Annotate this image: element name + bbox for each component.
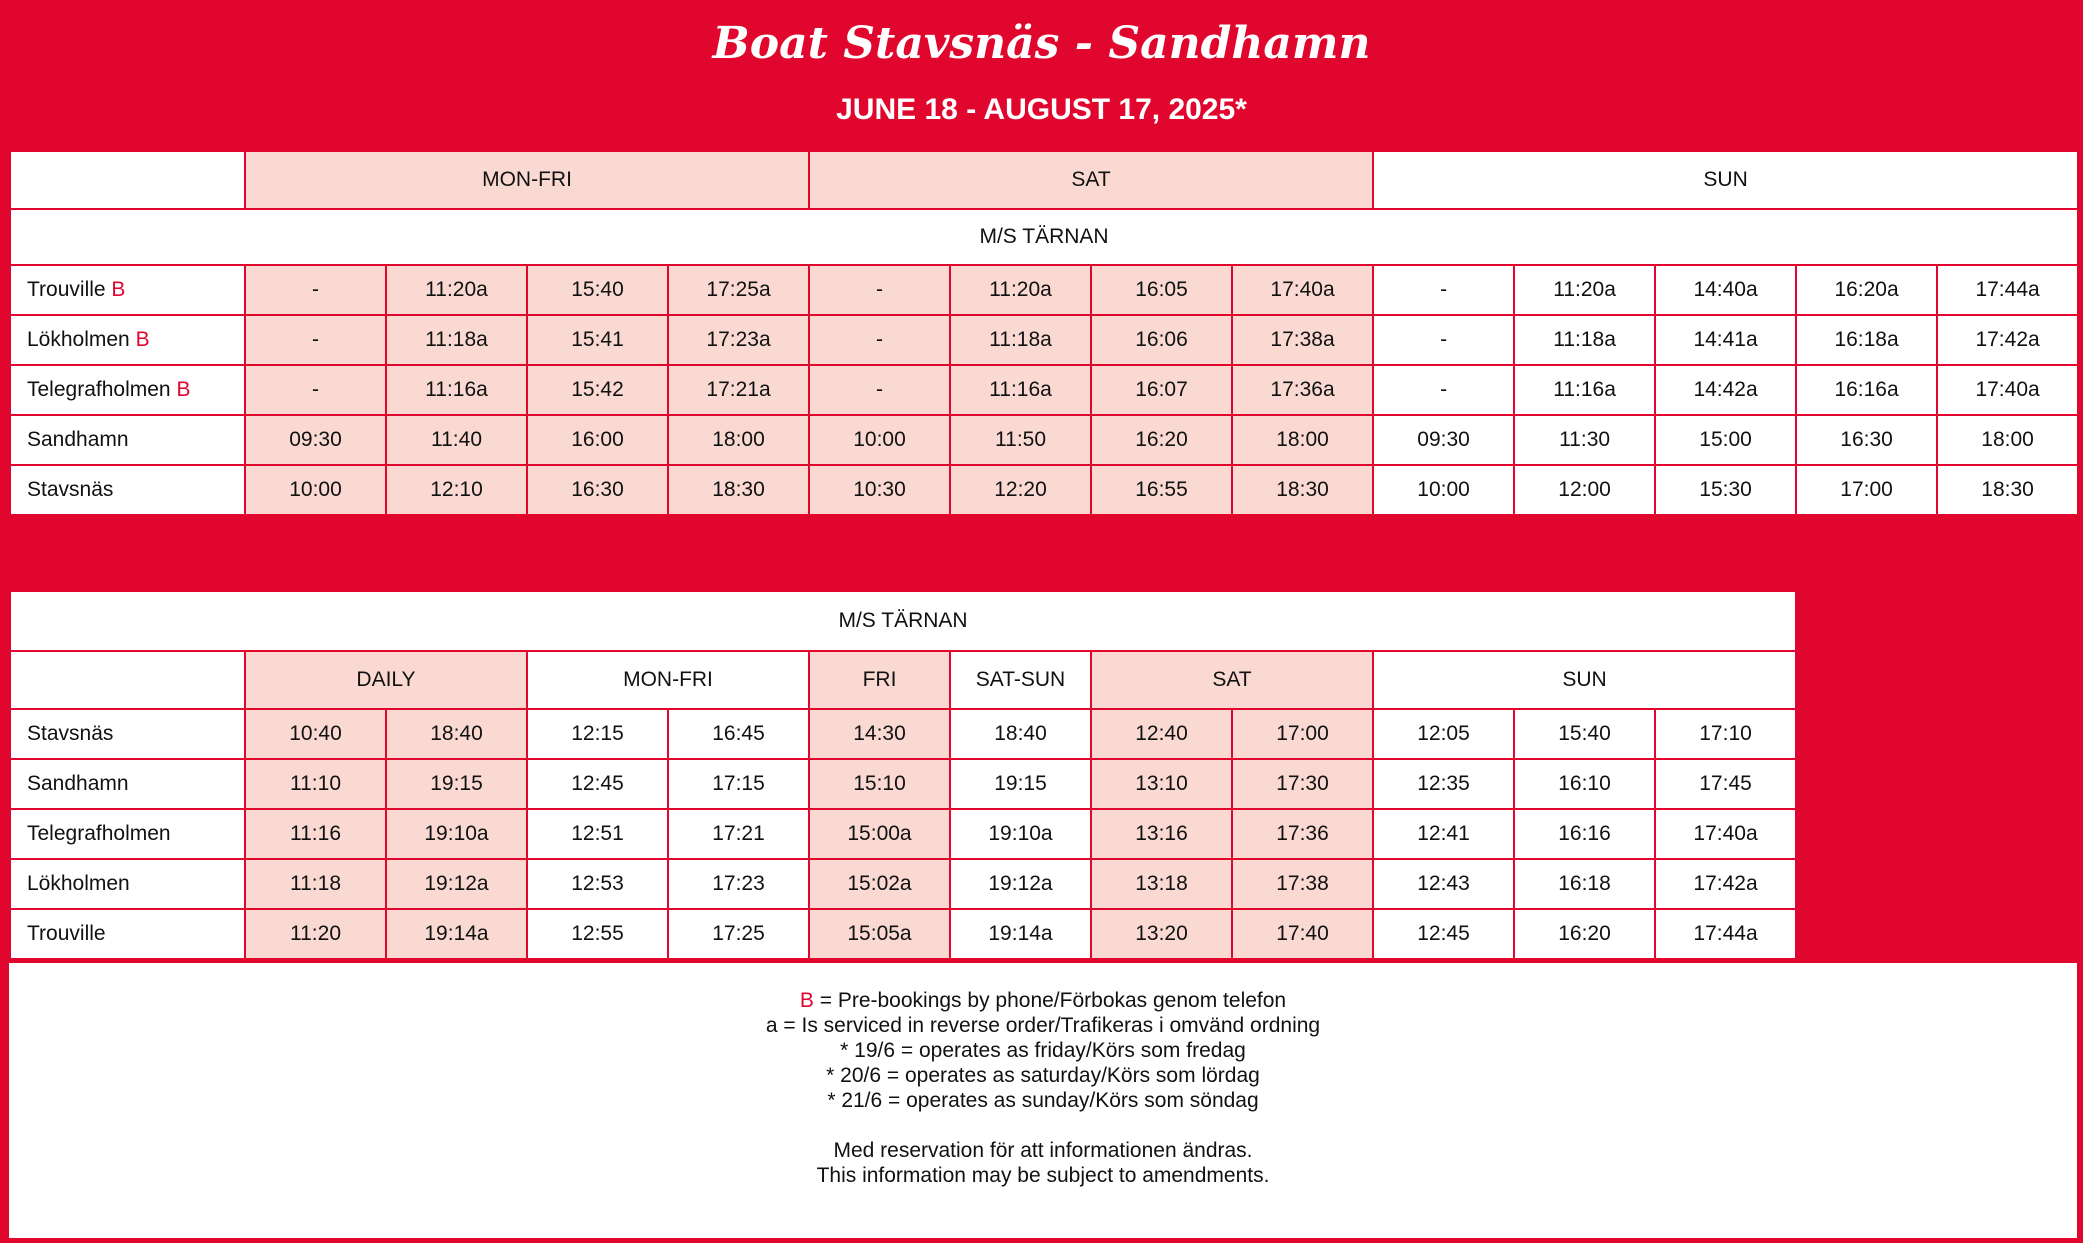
stop-name: Sandhamn [10, 415, 245, 465]
time-cell: 17:00 [1796, 465, 1937, 515]
vessel-row [10, 209, 2078, 265]
stop-row-trouville [10, 909, 1796, 959]
stop-name: Trouville B [10, 265, 245, 315]
time-cell: 16:18a [1796, 315, 1937, 365]
time-cell: 11:16a [950, 365, 1091, 415]
time-cell: 15:41 [527, 315, 668, 365]
stop-name: Telegrafholmen [10, 809, 245, 859]
time-cell: 19:10a [950, 809, 1091, 859]
time-cell: 11:18a [1514, 315, 1655, 365]
time-cell: 11:50 [950, 415, 1091, 465]
note-b: B = Pre-bookings by phone/Förbokas genom telefon [799, 989, 1287, 1012]
time-cell: 17:25 [668, 909, 809, 959]
time-cell: 15:10 [809, 759, 950, 809]
stop-row-sandhamn [10, 415, 2078, 465]
time-cell: 09:30 [1373, 415, 1514, 465]
time-cell: 12:10 [386, 465, 527, 515]
time-cell: 15:40 [527, 265, 668, 315]
stop-row-sandhamn [10, 759, 1796, 809]
day-group-sun: SUN [1373, 651, 1796, 709]
time-cell: 17:44a [1937, 265, 2078, 315]
time-cell: 19:12a [386, 859, 527, 909]
stop-name: Telegrafholmen B [10, 365, 245, 415]
disclaimer-sv: Med reservation för att informationen ändras. [833, 1139, 1253, 1162]
stop-name: Stavsnäs [10, 465, 245, 515]
time-cell: 18:40 [950, 709, 1091, 759]
time-cell: - [1373, 315, 1514, 365]
time-cell: 17:21 [668, 809, 809, 859]
time-cell: 19:12a [950, 859, 1091, 909]
time-cell: 15:05a [809, 909, 950, 959]
corner-cell [10, 651, 245, 709]
note-19-6: * 19/6 = operates as friday/Körs som fredag [840, 1039, 1246, 1062]
day-group-daily: DAILY [245, 651, 527, 709]
timetable-to-stavsnas [9, 150, 2079, 516]
time-cell: 15:00a [809, 809, 950, 859]
note-20-6: * 20/6 = operates as saturday/Körs som lördag [826, 1064, 1260, 1087]
stop-name: Lökholmen [10, 859, 245, 909]
time-cell: 13:10 [1091, 759, 1232, 809]
booking-mark: B [135, 328, 150, 351]
time-cell: 11:16a [386, 365, 527, 415]
time-cell: 11:40 [386, 415, 527, 465]
time-cell: - [245, 315, 386, 365]
day-group-fri: FRI [809, 651, 950, 709]
time-cell: 19:14a [386, 909, 527, 959]
stop-name: Trouville [10, 909, 245, 959]
time-cell: 16:55 [1091, 465, 1232, 515]
time-cell: 18:30 [1937, 465, 2078, 515]
stop-name: Stavsnäs [10, 709, 245, 759]
time-cell: 17:42a [1937, 315, 2078, 365]
time-cell: 18:30 [668, 465, 809, 515]
time-cell: 16:07 [1091, 365, 1232, 415]
time-cell: 17:40a [1937, 365, 2078, 415]
time-cell: 16:16a [1796, 365, 1937, 415]
time-cell: 17:23a [668, 315, 809, 365]
time-cell: 10:00 [245, 465, 386, 515]
time-cell: 11:20 [245, 909, 386, 959]
vessel-name: M/S TÄRNAN [10, 209, 2078, 265]
time-cell: 12:20 [950, 465, 1091, 515]
time-cell: 11:16a [1514, 365, 1655, 415]
stop-row-trouville [10, 265, 2078, 315]
day-group-sat: SAT [809, 151, 1373, 209]
vessel-row [10, 591, 1796, 651]
time-cell: 17:10 [1655, 709, 1796, 759]
time-cell: 16:20 [1514, 909, 1655, 959]
time-cell: 17:44a [1655, 909, 1796, 959]
day-group-mon-fri: MON-FRI [245, 151, 809, 209]
time-cell: 17:21a [668, 365, 809, 415]
corner-cell [10, 151, 245, 209]
time-cell: 11:30 [1514, 415, 1655, 465]
time-cell: 18:40 [386, 709, 527, 759]
legend-notes [9, 963, 2077, 1238]
time-cell: 17:40a [1232, 265, 1373, 315]
booking-mark: B [111, 278, 126, 301]
time-cell: 11:18a [950, 315, 1091, 365]
time-cell: - [1373, 365, 1514, 415]
time-cell: 13:20 [1091, 909, 1232, 959]
vessel-name: M/S TÄRNAN [10, 591, 1796, 651]
time-cell: - [245, 265, 386, 315]
time-cell: 16:20a [1796, 265, 1937, 315]
time-cell: 16:00 [527, 415, 668, 465]
time-cell: 17:45 [1655, 759, 1796, 809]
day-group-sat: SAT [1091, 651, 1373, 709]
day-header-row [10, 651, 1796, 709]
time-cell: 11:10 [245, 759, 386, 809]
time-cell: 11:20a [386, 265, 527, 315]
time-cell: 16:06 [1091, 315, 1232, 365]
stop-row-lokholmen [10, 859, 1796, 909]
time-cell: 12:41 [1373, 809, 1514, 859]
time-cell: 15:00 [1655, 415, 1796, 465]
time-cell: 18:00 [668, 415, 809, 465]
time-cell: 15:42 [527, 365, 668, 415]
time-cell: 12:53 [527, 859, 668, 909]
stop-row-telegrafholmen [10, 809, 1796, 859]
time-cell: 13:18 [1091, 859, 1232, 909]
time-cell: - [809, 315, 950, 365]
time-cell: 10:30 [809, 465, 950, 515]
time-cell: 17:23 [668, 859, 809, 909]
time-cell: 12:35 [1373, 759, 1514, 809]
disclaimer-en: This information may be subject to amendments. [816, 1164, 1270, 1187]
time-cell: 18:00 [1232, 415, 1373, 465]
time-cell: 12:45 [527, 759, 668, 809]
time-cell: 17:38 [1232, 859, 1373, 909]
time-cell: 14:41a [1655, 315, 1796, 365]
time-cell: 09:30 [245, 415, 386, 465]
time-cell: 11:20a [1514, 265, 1655, 315]
timetable-from-stavsnas [9, 590, 1797, 960]
time-cell: 16:20 [1091, 415, 1232, 465]
time-cell: - [809, 365, 950, 415]
time-cell: 15:02a [809, 859, 950, 909]
time-cell: 17:25a [668, 265, 809, 315]
time-cell: 17:00 [1232, 709, 1373, 759]
time-cell: 17:40 [1232, 909, 1373, 959]
time-cell: 13:16 [1091, 809, 1232, 859]
time-cell: 12:51 [527, 809, 668, 859]
time-cell: 10:00 [809, 415, 950, 465]
note-21-6: * 21/6 = operates as sunday/Körs som söndag [827, 1089, 1259, 1112]
stop-row-stavsnas [10, 709, 1796, 759]
time-cell: 17:30 [1232, 759, 1373, 809]
time-cell: 10:00 [1373, 465, 1514, 515]
time-cell: 15:30 [1655, 465, 1796, 515]
time-cell: 17:15 [668, 759, 809, 809]
date-range: JUNE 18 - AUGUST 17, 2025* [836, 93, 1247, 126]
time-cell: 17:38a [1232, 315, 1373, 365]
time-cell: 19:15 [950, 759, 1091, 809]
note-a: a = Is serviced in reverse order/Trafikeras i omvänd ordning [765, 1014, 1321, 1037]
time-cell: 12:40 [1091, 709, 1232, 759]
time-cell: - [809, 265, 950, 315]
time-cell: 15:40 [1514, 709, 1655, 759]
booking-mark: B [799, 989, 814, 1012]
time-cell: 11:20a [950, 265, 1091, 315]
time-cell: 14:30 [809, 709, 950, 759]
time-cell: 10:40 [245, 709, 386, 759]
time-cell: 16:30 [1796, 415, 1937, 465]
time-cell: 16:05 [1091, 265, 1232, 315]
stop-row-lokholmen [10, 315, 2078, 365]
time-cell: 12:05 [1373, 709, 1514, 759]
time-cell: 16:16 [1514, 809, 1655, 859]
day-group-sat-sun: SAT-SUN [950, 651, 1091, 709]
stop-name: Lökholmen B [10, 315, 245, 365]
time-cell: 19:10a [386, 809, 527, 859]
time-cell: 19:15 [386, 759, 527, 809]
day-header-row [10, 151, 2078, 209]
time-cell: 17:40a [1655, 809, 1796, 859]
time-cell: - [245, 365, 386, 415]
booking-mark: B [176, 378, 191, 401]
stop-row-stavsnas [10, 465, 2078, 515]
time-cell: 14:40a [1655, 265, 1796, 315]
time-cell: 11:18 [245, 859, 386, 909]
page-title: Boat Stavsnäs - Sandhamn [712, 18, 1371, 69]
time-cell: 12:00 [1514, 465, 1655, 515]
time-cell: 12:55 [527, 909, 668, 959]
time-cell: 12:15 [527, 709, 668, 759]
time-cell: 14:42a [1655, 365, 1796, 415]
time-cell: 18:30 [1232, 465, 1373, 515]
day-group-mon-fri: MON-FRI [527, 651, 809, 709]
day-group-sun: SUN [1373, 151, 2078, 209]
time-cell: 18:00 [1937, 415, 2078, 465]
time-cell: 17:36a [1232, 365, 1373, 415]
time-cell: 17:42a [1655, 859, 1796, 909]
time-cell: 16:45 [668, 709, 809, 759]
time-cell: 19:14a [950, 909, 1091, 959]
time-cell: 12:43 [1373, 859, 1514, 909]
time-cell: 16:18 [1514, 859, 1655, 909]
stop-name: Sandhamn [10, 759, 245, 809]
time-cell: 11:16 [245, 809, 386, 859]
time-cell: 11:18a [386, 315, 527, 365]
time-cell: 12:45 [1373, 909, 1514, 959]
time-cell: 16:10 [1514, 759, 1655, 809]
stop-row-telegrafholmen [10, 365, 2078, 415]
time-cell: 16:30 [527, 465, 668, 515]
time-cell: - [1373, 265, 1514, 315]
time-cell: 17:36 [1232, 809, 1373, 859]
